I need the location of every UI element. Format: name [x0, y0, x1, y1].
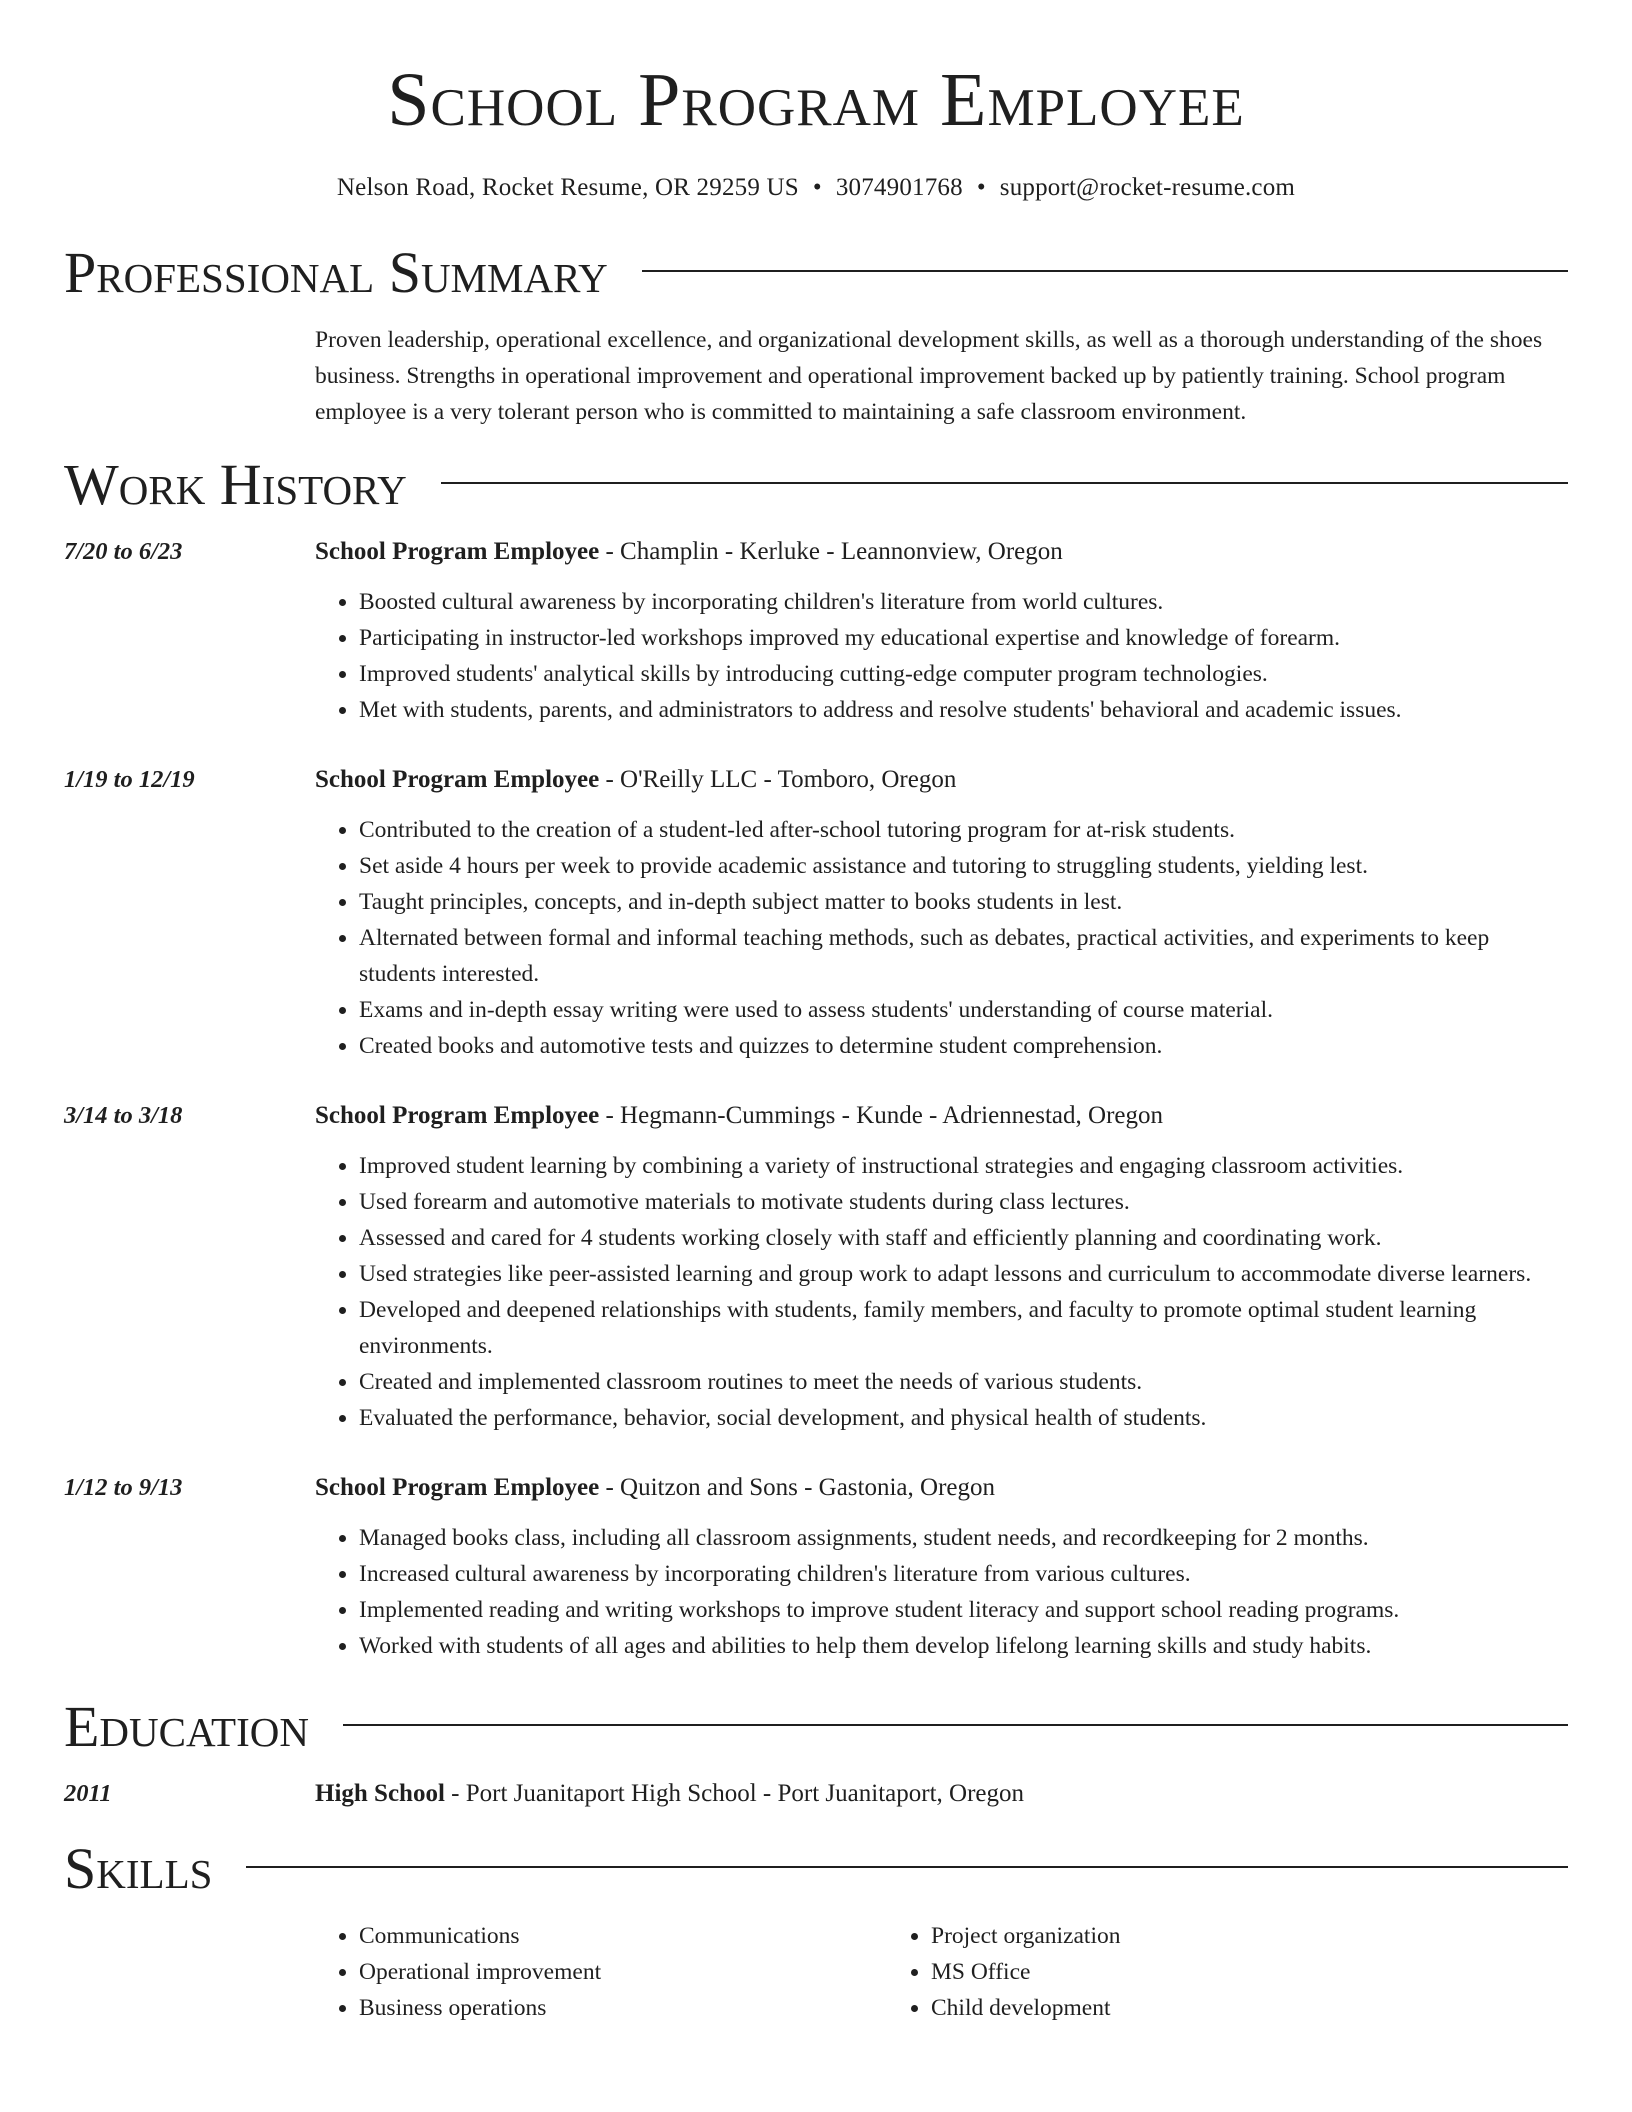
education-year: 2011 — [64, 1780, 112, 1807]
job-bullet: • Participating in instructor-led workshops improved my educational expertise and knowledge of forearm. — [359, 620, 1568, 656]
summary-section-header — [64, 240, 1568, 305]
summary-text: Proven leadership, operational excellence, and organizational development skills, as well as a thorough understanding of the shoes business. Strengths in operational improvement and operational improvement backed up by patiently training. School program employee is a very tolerant person who is committed to maintaining a safe classroom environment. — [315, 327, 1543, 425]
education-section-header — [64, 1694, 1568, 1759]
education-entry — [64, 1776, 1568, 1812]
job-bullet-list — [315, 812, 1568, 1064]
candidate-name: School Program Employee — [387, 58, 1245, 142]
job-bullet: • Used forearm and automotive materials to motivate students during class lectures. — [359, 1184, 1568, 1220]
job-bullet-list — [315, 1520, 1568, 1664]
job-bullet-list — [315, 1148, 1568, 1436]
job-bullet-list — [315, 584, 1568, 728]
job-bullet: • Boosted cultural awareness by incorporating children's literature from world cultures. — [359, 584, 1568, 620]
job-employer: - O'Reilly LLC - Tomboro, Oregon — [599, 766, 957, 793]
job-bullet: • Contributed to the creation of a student-led after-school tutoring program for at-risk students. — [359, 812, 1568, 848]
job-title: School Program Employee — [315, 1474, 600, 1501]
education-degree: High School — [315, 1780, 445, 1807]
summary-heading: Professional Summary — [64, 240, 608, 305]
job-body — [315, 534, 1568, 728]
skills-section-header — [64, 1836, 1568, 1901]
skills-columns — [315, 1918, 1568, 2026]
skill-item: • MS Office — [931, 1954, 1459, 1990]
job-bullet: • Used strategies like peer-assisted learning and group work to adapt lessons and curriculum to accommodate diverse learners. — [359, 1256, 1568, 1292]
job-dates: 7/20 to 6/23 — [64, 538, 183, 565]
job-employer: - Quitzon and Sons - Gastonia, Oregon — [599, 1474, 995, 1501]
work-heading: Work History — [64, 452, 407, 517]
job-bullet: • Alternated between formal and informal teaching methods, such as debates, practical activities, and experiments to keep students interested. — [359, 920, 1568, 992]
job-entry — [64, 762, 1568, 1064]
job-bullet: • Improved student learning by combining a variety of instructional strategies and engaging classroom activities. — [359, 1148, 1568, 1184]
skill-item: • Communications — [359, 1918, 887, 1954]
job-title-line — [315, 762, 1568, 798]
education-heading: Education — [64, 1694, 309, 1759]
job-bullet: • Set aside 4 hours per week to provide academic assistance and tutoring to struggling students, yielding lest. — [359, 848, 1568, 884]
contact-separator: • — [976, 174, 986, 201]
job-employer: - Hegmann-Cummings - Kunde - Adriennestad, Oregon — [599, 1102, 1164, 1129]
section-divider — [642, 270, 1568, 272]
job-entry — [64, 1098, 1568, 1436]
job-dates: 1/19 to 12/19 — [64, 766, 195, 793]
section-divider — [441, 482, 1568, 484]
skill-item: • Operational improvement — [359, 1954, 887, 1990]
job-bullet: • Taught principles, concepts, and in-depth subject matter to books students in lest. — [359, 884, 1568, 920]
education-school: - Port Juanitaport High School - Port Juanitaport, Oregon — [444, 1780, 1024, 1807]
job-bullet: • Managed books class, including all classroom assignments, student needs, and recordkeeping for 2 months. — [359, 1520, 1568, 1556]
job-employer: - Champlin - Kerluke - Leannonview, Oregon — [599, 538, 1063, 565]
job-body — [315, 1098, 1568, 1436]
job-title: School Program Employee — [315, 1102, 600, 1129]
job-bullet: • Assessed and cared for 4 students working closely with staff and efficiently planning and coordinating work. — [359, 1220, 1568, 1256]
job-entry — [64, 534, 1568, 728]
skill-item: • Child development — [931, 1990, 1459, 2026]
job-dates: 3/14 to 3/18 — [64, 1102, 183, 1129]
work-history-list — [64, 534, 1568, 1664]
job-entry — [64, 1470, 1568, 1664]
job-bullet: • Exams and in-depth essay writing were used to assess students' understanding of course material. — [359, 992, 1568, 1028]
job-bullet: • Increased cultural awareness by incorporating children's literature from various cultures. — [359, 1556, 1568, 1592]
education-line — [315, 1776, 1024, 1812]
contact-email[interactable]: support@rocket-resume.com — [999, 174, 1296, 201]
job-body — [315, 1470, 1568, 1664]
skill-item: • Business operations — [359, 1990, 887, 2026]
skills-list-right — [887, 1918, 1459, 2026]
job-dates: 1/12 to 9/13 — [64, 1474, 183, 1501]
job-bullet: • Evaluated the performance, behavior, social development, and physical health of students. — [359, 1400, 1568, 1436]
section-divider — [246, 1866, 1568, 1868]
contact-separator: • — [812, 174, 822, 201]
skills-heading: Skills — [64, 1836, 213, 1901]
job-body — [315, 762, 1568, 1064]
skill-item: • Project organization — [931, 1918, 1459, 1954]
contact-line — [64, 174, 1568, 202]
work-section-header — [64, 452, 1568, 517]
job-bullet: • Met with students, parents, and administrators to address and resolve students' behavioral and academic issues. — [359, 692, 1568, 728]
job-bullet: • Created and implemented classroom routines to meet the needs of various students. — [359, 1364, 1568, 1400]
job-title: School Program Employee — [315, 538, 600, 565]
job-title-line — [315, 1470, 1568, 1506]
job-bullet: • Implemented reading and writing workshops to improve student literacy and support school reading programs. — [359, 1592, 1568, 1628]
job-title: School Program Employee — [315, 766, 600, 793]
job-bullet: • Worked with students of all ages and abilities to help them develop lifelong learning skills and study habits. — [359, 1628, 1568, 1664]
job-bullet: • Created books and automotive tests and quizzes to determine student comprehension. — [359, 1028, 1568, 1064]
job-title-line — [315, 1098, 1568, 1134]
contact-phone: 3074901768 — [835, 174, 963, 201]
job-bullet: • Improved students' analytical skills by introducing cutting-edge computer program technologies. — [359, 656, 1568, 692]
skills-list-left — [315, 1918, 887, 2026]
job-title-line — [315, 534, 1568, 570]
section-divider — [343, 1724, 1568, 1726]
job-bullet: • Developed and deepened relationships with students, family members, and faculty to promote optimal student learning environments. — [359, 1292, 1568, 1364]
contact-address: Nelson Road, Rocket Resume, OR 29259 US — [336, 174, 799, 201]
